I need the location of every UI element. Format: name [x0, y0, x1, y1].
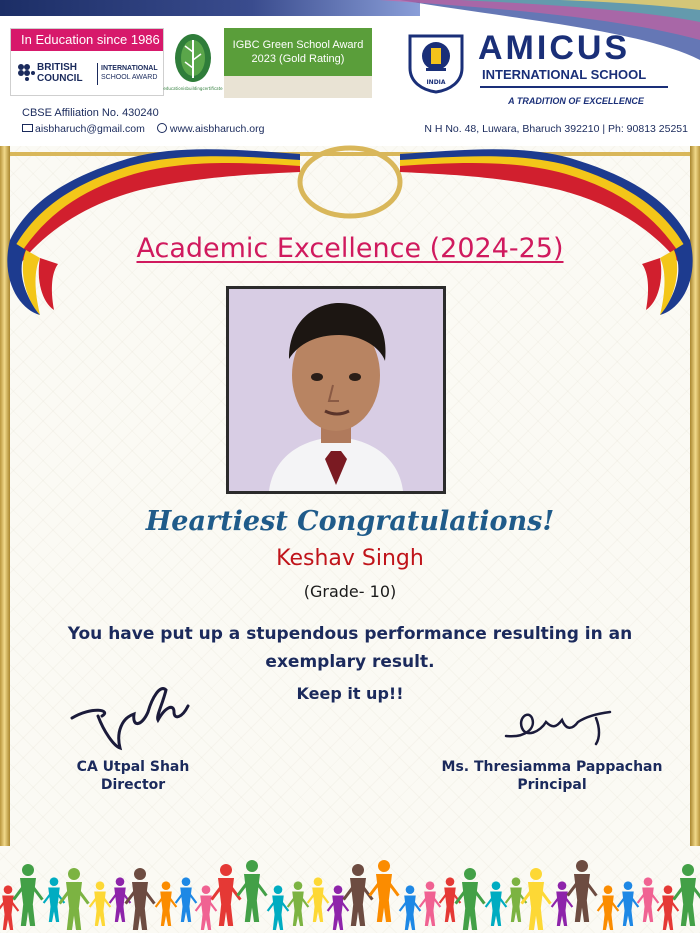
person-figure	[196, 885, 217, 930]
person-figure	[212, 864, 241, 926]
globe-icon	[157, 123, 167, 133]
school-subtitle: INTERNATIONAL SCHOOL	[482, 67, 647, 82]
person-figure	[176, 877, 197, 922]
principal-block	[420, 758, 684, 794]
igbc-award-box	[224, 28, 372, 98]
person-figure	[344, 864, 373, 926]
website-address: www.aisbharuch.org	[169, 123, 265, 135]
person-figure	[486, 881, 507, 926]
person-figure	[420, 881, 441, 926]
student-portrait	[229, 289, 443, 491]
student-photo	[226, 286, 446, 494]
person-figure	[522, 868, 551, 930]
certificate-title: Academic Excellence (2024-25)	[136, 233, 564, 264]
person-figure	[288, 881, 309, 926]
closing-remark: Keep it up!!	[296, 684, 404, 703]
student-name: Keshav Singh	[276, 546, 424, 571]
british-council-award	[101, 64, 163, 82]
school-address: N H No. 48, Luwara, Bharuch 392210 | Ph: 90813 25251	[424, 123, 688, 135]
email-address: aisbharuch@gmail.com	[35, 123, 145, 135]
person-figure	[126, 868, 155, 930]
person-figure	[658, 885, 679, 930]
education-since-text: In Education since 1986	[11, 29, 163, 51]
school-name: AMICUS	[478, 29, 631, 67]
british-council-divider	[97, 63, 98, 85]
person-figure	[638, 877, 659, 922]
principal-name: Ms. Thresiamma Pappachan	[441, 759, 663, 775]
certificate-message: You have put up a stupendous performance resulting in an exemplary result.	[67, 624, 633, 672]
person-figure	[0, 885, 18, 930]
igbc-award-rating: 2023 (Gold Rating)	[251, 53, 345, 65]
director-signature	[62, 676, 192, 756]
director-title: Director	[100, 777, 166, 793]
person-figure	[370, 860, 399, 922]
director-block	[58, 758, 208, 794]
person-figure	[568, 860, 597, 922]
leaf-logo-text: educationisbuildingcertificate	[163, 86, 223, 91]
british-council-icon	[17, 63, 35, 81]
person-figure	[14, 864, 43, 926]
cbse-affiliation: CBSE Affiliation No. 430240	[22, 107, 159, 119]
british-council-name: BRITISH COUNCIL	[37, 62, 83, 84]
principal-signature	[496, 698, 616, 750]
person-figure	[156, 881, 177, 926]
congratulations-heading: Heartiest Congratulations!	[145, 506, 555, 537]
person-figure	[400, 885, 421, 930]
person-figure	[238, 860, 267, 922]
certificate-header	[0, 0, 700, 146]
person-figure	[308, 877, 329, 922]
person-figure	[674, 864, 700, 926]
contact-row	[22, 122, 264, 136]
director-name: CA Utpal Shah	[76, 759, 190, 775]
british-council-award-sub: SCHOOL AWARD	[101, 74, 158, 81]
person-figure	[90, 881, 111, 926]
person-figure	[60, 868, 89, 930]
amicus-emblem-text: INDIA	[426, 79, 446, 86]
leaf-logo-icon	[163, 30, 223, 92]
person-figure	[598, 885, 619, 930]
igbc-award-title: IGBC Green School Award	[232, 39, 364, 51]
school-name-underline	[480, 86, 668, 88]
principal-title: Principal	[517, 777, 587, 793]
british-council-award-strong: INTERNATIONAL	[101, 65, 158, 72]
mail-icon	[22, 124, 33, 132]
person-figure	[328, 885, 349, 930]
igbc-award-strip	[224, 76, 372, 98]
person-figure	[618, 881, 639, 926]
school-tagline: A TRADITION OF EXCELLENCE	[508, 96, 644, 106]
education-since-badge	[10, 28, 164, 96]
person-figure	[456, 868, 485, 930]
people-border	[0, 838, 700, 933]
amicus-emblem-icon	[404, 28, 468, 94]
student-grade: (Grade- 10)	[303, 582, 397, 601]
person-figure	[268, 885, 289, 930]
person-figure	[552, 881, 573, 926]
